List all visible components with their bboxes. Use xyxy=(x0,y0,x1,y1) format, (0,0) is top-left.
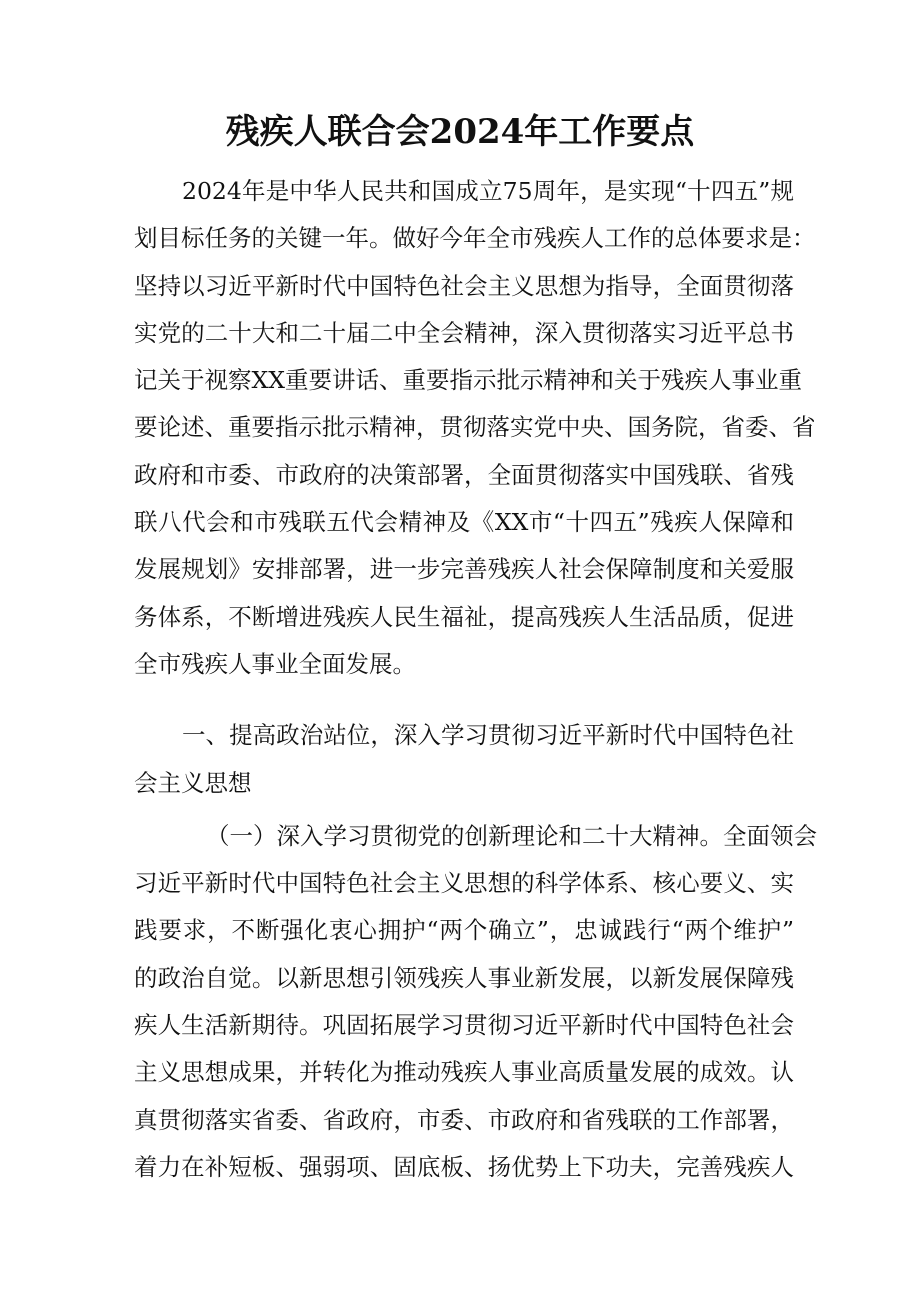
document-body xyxy=(134,168,817,1191)
section-heading-line: 一、提高政治站位，深入学习贯彻习近平新时代中国特色社 xyxy=(182,721,794,750)
paragraph-gap xyxy=(134,688,794,712)
intro-line: 划目标任务的关键一年。做好今年全市残疾人工作的总体要求是： xyxy=(134,224,816,253)
intro-line: 记关于视察XX重要讲话、重要指示批示精神和关于残疾人事业重 xyxy=(134,366,802,395)
subsection-line: 践要求，不断强化衷心拥护“两个确立”，忠诚践行“两个维护” xyxy=(134,916,794,945)
intro-line: 实党的二十大和二十届二中全会精神，深入贯彻落实习近平总书 xyxy=(134,318,794,347)
section-heading-line: 会主义思想 xyxy=(134,768,252,797)
subsection-line: 疾人生活新期待。巩固拓展学习贯彻习近平新时代中国特色社会 xyxy=(134,1011,794,1040)
subsection-line: （一）深入学习贯彻党的创新理论和二十大精神。全面领会 xyxy=(206,821,817,850)
subsection-line: 习近平新时代中国特色社会主义思想的科学体系、核心要义、实 xyxy=(134,869,794,898)
intro-line: 全市残疾人事业全面发展。 xyxy=(134,649,416,678)
intro-line: 联八代会和市残联五代会精神及《XX市“十四五”残疾人保障和 xyxy=(134,508,794,537)
intro-line: 发展规划》安排部署，进一步完善残疾人社会保障制度和关爱服 xyxy=(134,555,794,584)
subsection-line: 着力在补短板、强弱项、固底板、扬优势上下功夫，完善残疾人 xyxy=(134,1152,794,1181)
subsection-line: 的政治自觉。以新思想引领残疾人事业新发展，以新发展保障残 xyxy=(134,963,794,992)
document-title: 残疾人联合会2024年工作要点 xyxy=(225,112,695,152)
intro-line: 务体系，不断增进残疾人民生福祉，提高残疾人生活品质，促进 xyxy=(134,602,794,631)
subsection-line: 真贯彻落实省委、省政府，市委、市政府和省残联的工作部署， xyxy=(134,1105,794,1134)
intro-line: 2024年是中华人民共和国成立75周年，是实现“十四五”规 xyxy=(182,177,794,205)
intro-line: 坚持以习近平新时代中国特色社会主义思想为指导，全面贯彻落 xyxy=(134,271,794,300)
intro-line: 政府和市委、市政府的决策部署，全面贯彻落实中国残联、省残 xyxy=(134,460,794,489)
subsection-line: 主义思想成果，并转化为推动残疾人事业高质量发展的成效。认 xyxy=(134,1058,794,1087)
intro-line: 要论述、重要指示批示精神，贯彻落实党中央、国务院，省委、省 xyxy=(134,413,816,442)
